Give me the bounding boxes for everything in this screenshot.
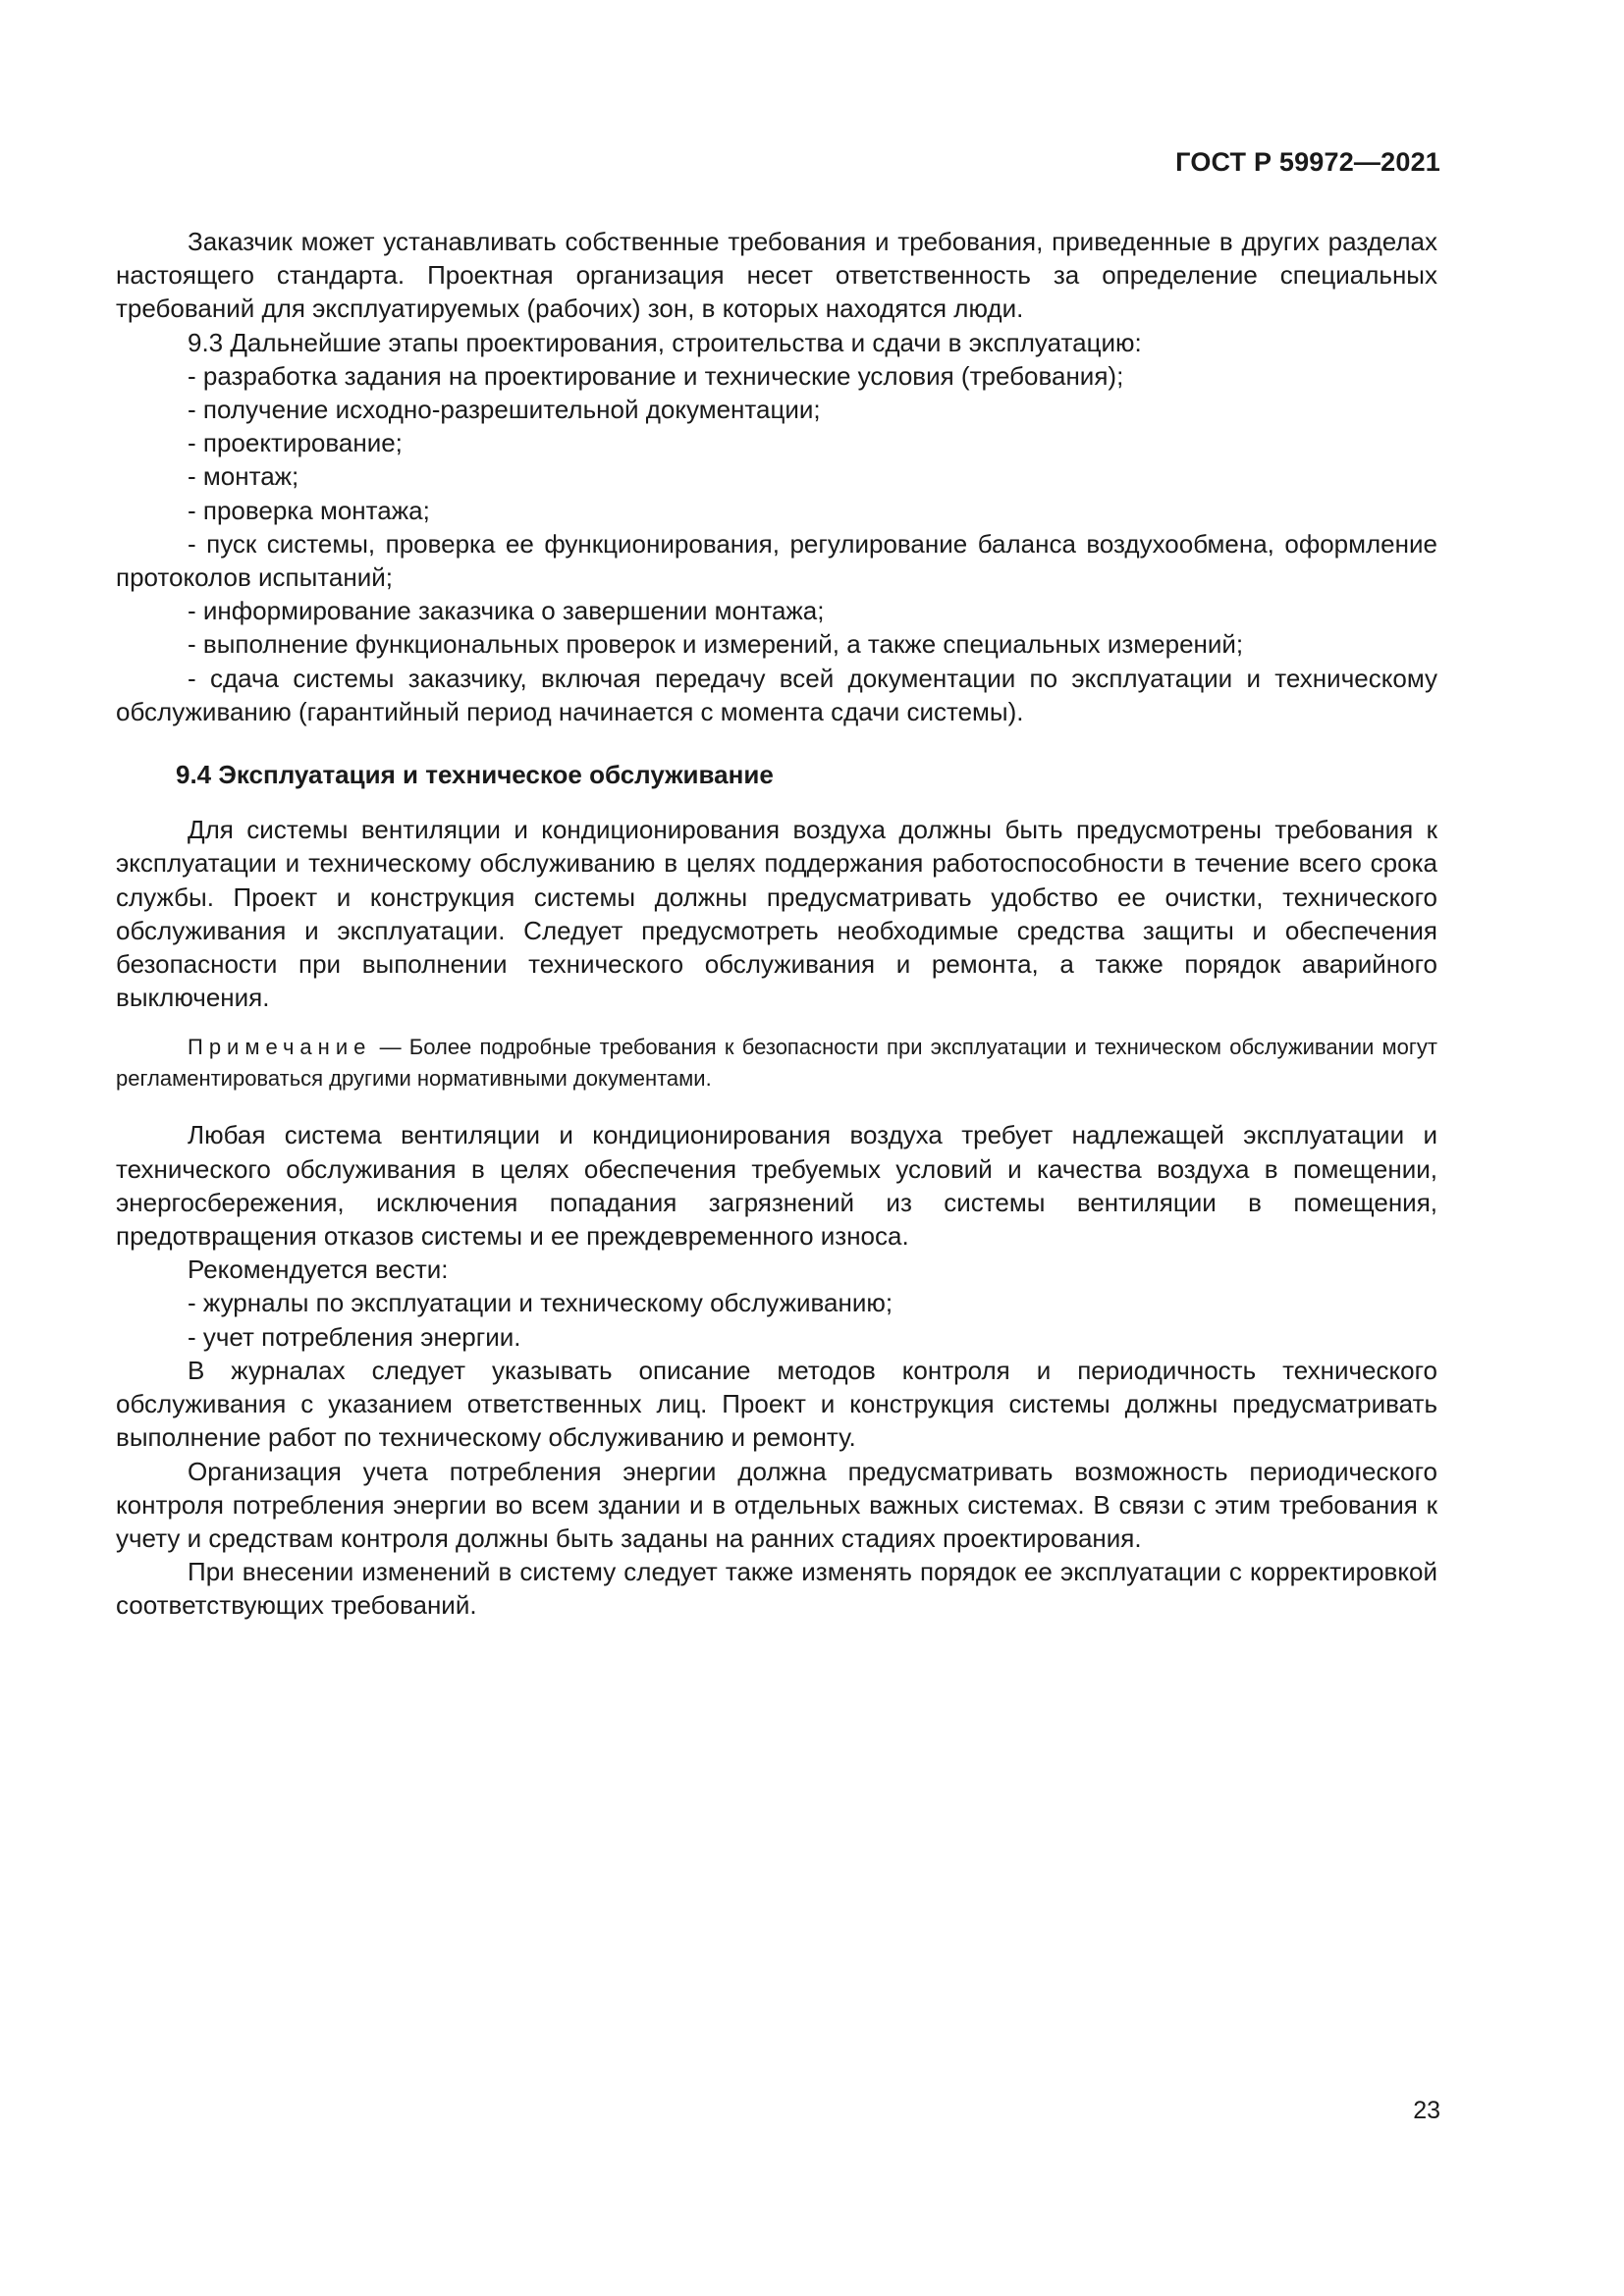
list-item: - проверка монтажа; bbox=[188, 495, 430, 525]
note-text: — Более подробные требования к безопасности при эксплуатации и техническом обслуживании могут регламентироваться другими нормативными документами. bbox=[116, 1035, 1437, 1092]
document-header: ГОСТ Р 59972—2021 bbox=[1175, 147, 1440, 177]
section-9-4-paragraph-4: В журналах следует указывать описание методов контроля и периодичность технического обслуживания с указанием ответственных лиц. Проект и конструкция системы должны предусматривать выполнение работ по техническому обслуживанию и ремонту. bbox=[116, 1355, 1437, 1453]
list-item: - получение исходно-разрешительной документации; bbox=[188, 395, 821, 425]
list-item: - сдача системы заказчику, включая передачу всей документации по эксплуатации и техническому обслуживанию (гарантийный период начинается с момента сдачи системы). bbox=[116, 663, 1437, 726]
list-item: - журналы по эксплуатации и техническому обслуживанию; bbox=[188, 1288, 893, 1318]
list-item: - выполнение функциональных проверок и измерений, а также специальных измерений; bbox=[188, 629, 1244, 660]
section-9-4-title: 9.4 Эксплуатация и техническое обслуживание bbox=[176, 760, 774, 790]
section-9-4-paragraph-2: Любая система вентиляции и кондиционирования воздуха требует надлежащей эксплуатации и технического обслуживания в целях обеспечения требуемых условий и качества воздуха в помещении, энергосбережения, исключения попадания загрязнений из системы вентиляции в помещения, предотвращения отказов системы и ее преждевременного износа. bbox=[116, 1120, 1437, 1252]
page-body bbox=[116, 225, 1437, 1623]
section-9-4-paragraph-3: Рекомендуется вести: bbox=[188, 1255, 449, 1285]
list-item: - информирование заказчика о завершении монтажа; bbox=[188, 596, 825, 626]
list-item: - учет потребления энергии. bbox=[188, 1321, 521, 1352]
section-9-4-paragraph-1: Для системы вентиляции и кондиционирования воздуха должны быть предусмотрены требования к эксплуатации и техническому обслуживанию в целях поддержания работоспособности в течение всего срока службы. Проект и конструкция системы должны предусматривать удобство ее очистки, технического обслуживания и эксплуатации. Следует предусмотреть необходимые средства защиты и обеспечения безопасности при выполнении технического обслуживания и ремонта, а также порядок аварийного выключения. bbox=[116, 815, 1437, 1013]
intro-paragraph: Заказчик может устанавливать собственные требования и требования, приведенные в других разделах настоящего стандарта. Проектная организация несет ответственность за определение специальных требований для эксплуатируемых (рабочих) зон, в которых находятся люди. bbox=[116, 227, 1437, 324]
section-9-4-paragraph-5: Организация учета потребления энергии должна предусматривать возможность периодического контроля потребления энергии во всем здании и в отдельных важных системах. В связи с этим требования к учету и средствам контроля должны быть заданы на ранних стадиях проектирования. bbox=[116, 1456, 1437, 1553]
section-9-3-lead: 9.3 Дальнейшие этапы проектирования, строительства и сдачи в эксплуатацию: bbox=[188, 327, 1142, 357]
list-item: - разработка задания на проектирование и технические условия (требования); bbox=[188, 360, 1124, 391]
section-9-4-list bbox=[116, 1286, 1437, 1353]
section-9-4-paragraph-6: При внесении изменений в систему следует также изменять порядок ее эксплуатации с корректировкой соответствующих требований. bbox=[116, 1557, 1437, 1621]
list-item: - пуск системы, проверка ее функционирования, регулирование баланса воздухообмена, оформление протоколов испытаний; bbox=[116, 528, 1437, 593]
list-item: - монтаж; bbox=[188, 461, 299, 492]
note-label: Примечание bbox=[188, 1035, 372, 1060]
section-9-3-list bbox=[116, 359, 1437, 728]
note bbox=[116, 1032, 1437, 1095]
page-number: 23 bbox=[1413, 2097, 1440, 2124]
list-item: - проектирование; bbox=[188, 428, 403, 458]
